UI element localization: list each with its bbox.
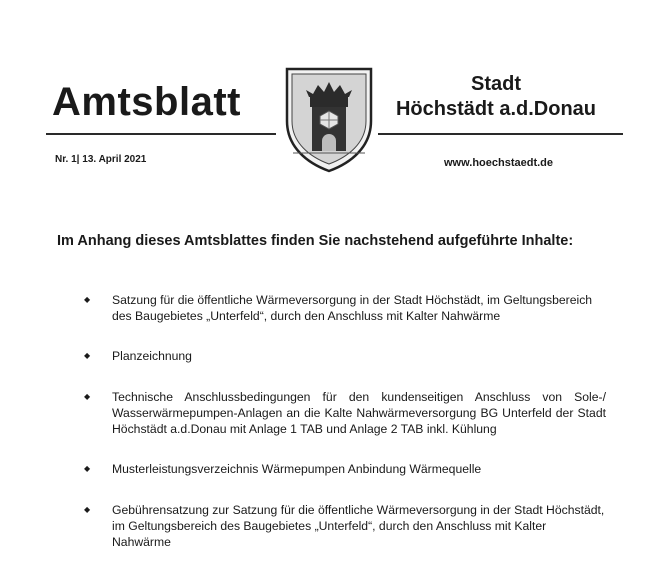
list-item-text: Gebührensatzung zur Satzung für die öffentliche Wärmeversorgung in der Stadt Höchstädt, im Geltungsbereich des Baugebietes „Unterfeld“, durch den Anschluss mit Kalter Nahwärme [112, 503, 605, 549]
issue-info: Nr. 1| 13. April 2021 [55, 154, 147, 165]
website-url: www.hoechstaedt.de [444, 157, 554, 169]
diamond-bullet-icon: ◆ [84, 295, 91, 304]
diamond-bullet-icon: ◆ [84, 505, 91, 514]
masthead-rule-left [46, 133, 276, 135]
list-item [84, 292, 606, 324]
masthead-title: Amtsblatt [52, 80, 241, 124]
list-item [84, 502, 606, 550]
list-item-text: Satzung für die öffentliche Wärmeversorgung in der Stadt Höchstädt, im Geltungsbereich des Baugebietes „Unterfeld“, durch den Anschluss mit Kalter Nahwärme [112, 293, 593, 323]
intro-heading: Im Anhang dieses Amtsblattes finden Sie nachstehend aufgeführte Inhalte: [57, 233, 574, 249]
list-item [84, 461, 606, 477]
list-item [84, 348, 606, 364]
diamond-bullet-icon: ◆ [84, 464, 91, 473]
diamond-bullet-icon: ◆ [84, 392, 91, 401]
coat-of-arms-icon [283, 65, 375, 173]
list-item-text: Planzeichnung [112, 349, 192, 363]
contents-list [84, 292, 606, 550]
city-name-line2: Höchstädt a.d.Donau [395, 98, 596, 120]
masthead-rule-right [378, 133, 623, 135]
diamond-bullet-icon: ◆ [84, 351, 91, 360]
city-name-line1: Stadt [471, 73, 521, 95]
list-item-text: Technische Anschlussbedingungen für den kundenseitigen Anschluss von Sole-/ Wasserwärmepumpen-Anlagen an die Kalte Nahwärmeversorgung BG Unterfeld der Stadt Höchstädt a.d.Donau mit Anlage 1 TAB und Anlage 2 TAB inkl. Kühlung [112, 390, 606, 436]
list-item-text: Musterleistungsverzeichnis Wärmepumpen Anbindung Wärmequelle [112, 462, 482, 476]
list-item [84, 389, 606, 437]
city-name [381, 72, 611, 122]
